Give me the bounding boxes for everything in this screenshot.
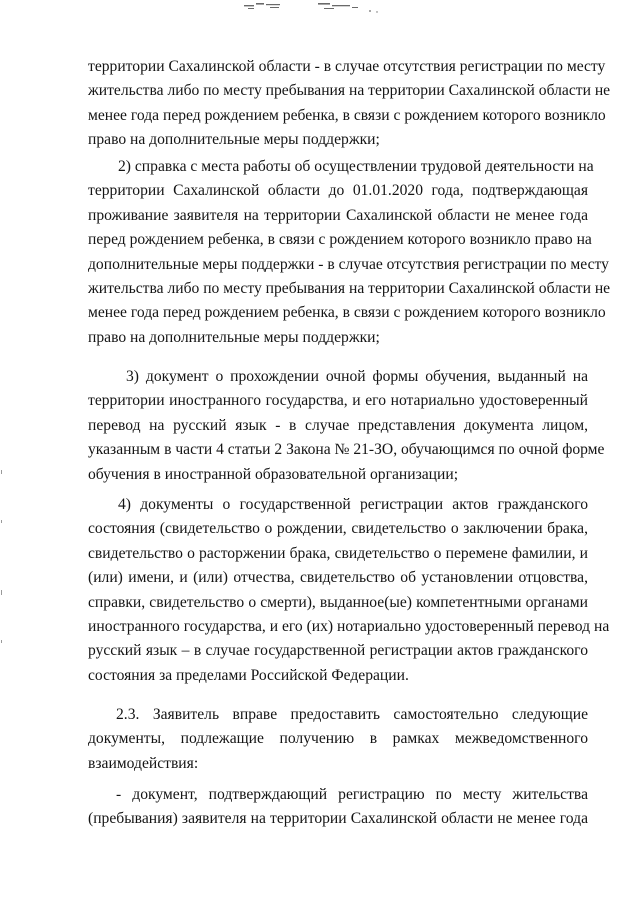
text-line: дополнительные меры поддержки - в случае отсутствия регистрации по месту xyxy=(88,255,609,273)
paragraph-section-2-3 xyxy=(88,703,588,776)
text-line: иностранного государства, и его (их) нотариально удостоверенный перевод на xyxy=(88,618,610,636)
text-line: менее года перед рождением ребенка, в связи с рождением которого возникло xyxy=(88,106,606,124)
text-line: документы, подлежащие получению в рамках межведомственного xyxy=(88,730,588,748)
text-line: жительства либо по месту пребывания на территории Сахалинской области не xyxy=(88,82,611,100)
text-line: справки, свидетельство о смерти), выданное(ые) компетентными органами xyxy=(88,593,588,611)
text-line: 3) документ о прохождении очной формы обучения, выданный на xyxy=(126,368,588,385)
text-line: 2.3. Заявитель вправе предоставить самостоятельно следующие xyxy=(116,706,588,723)
text-line: перед рождением ребенка, в связи с рождением которого возникло право на xyxy=(88,231,592,249)
paragraph-item-4 xyxy=(88,493,610,688)
text-line: - документ, подтверждающий регистрацию по месту жительства xyxy=(116,786,588,803)
text-line: состояния (свидетельство о рождении, свидетельство о заключении брака, xyxy=(88,520,588,538)
text-line: (пребывания) заявителя на территории Сахалинской области не менее года xyxy=(88,810,588,828)
text-line: 4) документы о государственной регистрации актов гражданского xyxy=(118,496,588,513)
text-line: 2) справка с места работы об осуществлении трудовой деятельности на xyxy=(118,158,594,175)
text-line: состояния за пределами Российской Федерации. xyxy=(88,666,409,684)
paragraph-item-3 xyxy=(88,365,605,487)
paragraph-registration-continuation xyxy=(88,55,611,153)
text-line: право на дополнительные меры поддержки; xyxy=(88,328,380,346)
text-line: территории Сахалинской области до 01.01.2020 года, подтверждающая xyxy=(88,182,588,200)
text-line: жительства либо по месту пребывания на территории Сахалинской области не xyxy=(88,280,611,298)
text-line: (или) имени, и (или) отчества, свидетельство об установлении отцовства, xyxy=(88,569,588,587)
paragraph-registration-document xyxy=(88,783,588,832)
text-line: взаимодействия: xyxy=(88,754,199,772)
text-line: свидетельство о расторжении брака, свидетельство о перемене фамилии, и xyxy=(88,544,588,562)
text-line: указанным в части 4 статьи 2 Закона № 21-ЗО, обучающимся по очной форме xyxy=(88,441,605,459)
paragraph-item-2 xyxy=(88,155,611,350)
text-line: русский язык – в случае государственной регистрации актов гражданского xyxy=(88,642,588,660)
text-line: обучения в иностранной образовательной организации; xyxy=(88,465,459,483)
text-line: территории Сахалинской области - в случае отсутствия регистрации по месту xyxy=(88,58,606,75)
text-line: право на дополнительные меры поддержки; xyxy=(88,131,380,149)
text-line: перевод на русский язык - в случае представления документа лицом, xyxy=(88,416,588,434)
text-line: территории иностранного государства, и его нотариально удостоверенный xyxy=(88,392,588,410)
text-line: проживание заявителя на территории Сахалинской области не менее года xyxy=(88,206,588,224)
text-line: менее года перед рождением ребенка, в связи с рождением которого возникло xyxy=(88,304,606,322)
